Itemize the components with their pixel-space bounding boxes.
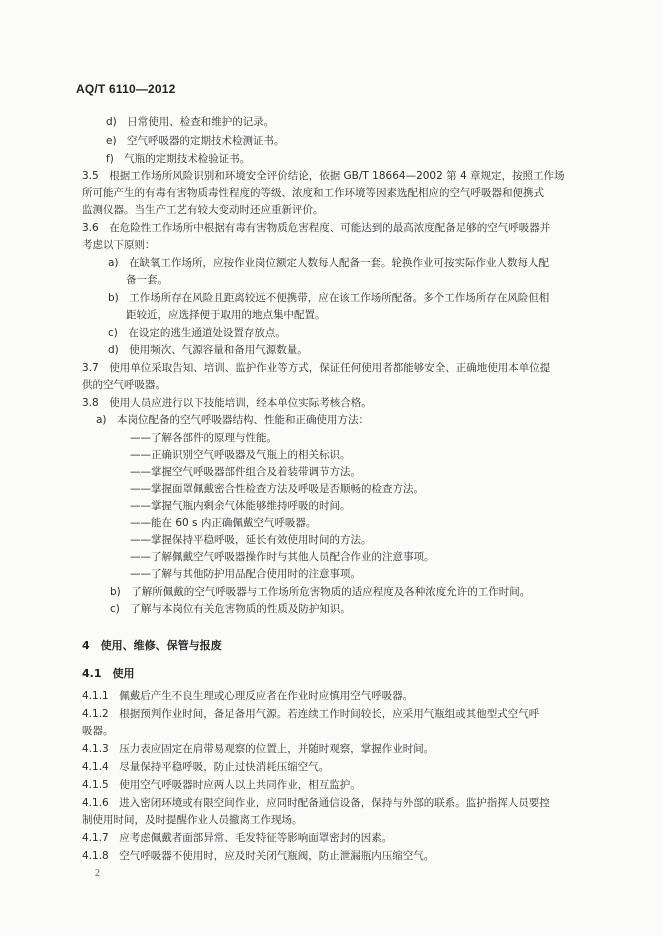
section-4-title: 4 使用、维修、保管与报废 [82,639,222,652]
training-item-5: ——掌握气瓶内剩余气体能够维持呼吸的时间。 [130,500,351,512]
clause-3-8: 3.8 使用人员应进行以下技能培训，经本单位实际考核合格。 [82,397,372,409]
item-e-certificate: e) 空气呼吸器的定期技术检测证书。 [106,135,285,147]
clause-4-1-2-line-1: 4.1.2 根据预判作业时间，备足备用气源。若连续工作时间较长，应采用气瓶组或其他型式空气呼 [82,708,540,720]
page-number: 2 [95,868,100,879]
clause-3-6-line-1: 3.6 在危险性工作场所中根据有毒有害物质危害程度、可能达到的最高浓度配备足够的空气呼吸器并 [82,222,551,234]
clause-3-5-line-2: 所可能产生的有毒有害物质毒性程度的等级、浓度和工作环境等因素选配相应的空气呼吸器和便携式 [82,187,544,199]
clause-3-8-c: c) 了解与本岗位有关危害物质的性质及防护知识。 [110,603,351,615]
clause-3-6-b-line-1: b) 工作场所存在风险且距离较远不便携带，应在该工作场所配备。多个工作场所存在风险但相 [108,292,550,304]
training-item-3: ——掌握空气呼吸器部件组合及着装带调节方法。 [130,466,361,478]
training-item-9: ——了解与其他防护用品配合使用时的注意事项。 [130,568,361,580]
clause-4-1-7: 4.1.7 应考虑佩戴者面部异常、毛发特征等影响面罩密封的因素。 [82,832,393,844]
clause-4-1-6-line-1: 4.1.6 进入密闭环境或有限空间作业，应同时配备通信设备，保持与外部的联系。监护指挥人员要控 [82,797,550,809]
clause-3-5-line-1: 3.5 根据工作场所风险识别和环境安全评价结论，依据 GB/T 18664—2002 第 4 章规定，按照工作场 [82,170,565,182]
training-item-6: ——能在 60 s 内正确佩戴空气呼吸器。 [130,517,317,529]
clause-3-6-a-line-1: a) 在缺氧工作场所，应按作业岗位额定人数每人配备一套。轮换作业可按实际作业人数每人配 [108,257,550,269]
clause-3-6-a-line-2: 备一套。 [126,274,168,286]
training-item-2: ——正确识别空气呼吸器及气瓶上的相关标识。 [130,449,351,461]
clause-3-6-b-line-2: 距较近，应选择便于取用的地点集中配置。 [126,309,326,321]
section-4-1-title: 4.1 使用 [82,667,135,680]
clause-3-8-b: b) 了解所佩戴的空气呼吸器与工作场所危害物质的适应程度及各种浓度允许的工作时间。 [110,586,531,598]
training-item-1: ——了解各部件的原理与性能。 [130,432,277,444]
training-item-8: ——了解佩戴空气呼吸器操作时与其他人员配合作业的注意事项。 [130,551,435,563]
training-item-7: ——掌握保持平稳呼吸，延长有效使用时间的方法。 [130,534,372,546]
clause-3-6-line-2: 考虑以下原则： [82,239,156,251]
standard-number-header: AQ/T 6110—2012 [76,82,176,96]
clause-4-1-6-line-2: 制使用时间，及时提醒作业人员撤离工作现场。 [82,814,303,826]
clause-3-7-line-2: 供的空气呼吸器。 [82,379,166,391]
clause-3-8-a: a) 本岗位配备的空气呼吸器结构、性能和正确使用方法： [96,414,370,426]
training-item-4: ——掌握面罩佩戴密合性检查方法及呼吸是否顺畅的检查方法。 [130,483,424,495]
item-d-records: d) 日常使用、检查和维护的记录。 [106,116,275,128]
clause-3-6-d: d) 使用频次、气源容量和备用气源数量。 [108,344,308,356]
clause-3-7-line-1: 3.7 使用单位采取告知、培训、监护作业等方式，保证任何使用者都能够安全、正确地使用本单位提 [82,362,551,374]
clause-4-1-3: 4.1.3 压力表应固定在肩带易观察的位置上，并随时观察，掌握作业时间。 [82,743,435,755]
clause-4-1-4: 4.1.4 尽量保持平稳呼吸，防止过快消耗压缩空气。 [82,761,330,773]
clause-3-5-line-3: 监测仪器。当生产工艺有较大变动时还应重新评价。 [82,204,324,216]
item-f-certificate: f) 气瓶的定期技术检验证书。 [106,153,251,165]
clause-4-1-5: 4.1.5 使用空气呼吸器时应两人以上共同作业，相互监护。 [82,779,361,791]
clause-4-1-8: 4.1.8 空气呼吸器不使用时，应及时关闭气瓶阀，防止泄漏瓶内压缩空气。 [82,850,435,862]
clause-4-1-2-line-2: 吸器。 [82,725,114,737]
clause-4-1-1: 4.1.1 佩戴后产生不良生理或心理反应者在作业时应慎用空气呼吸器。 [82,690,414,702]
clause-3-6-c: c) 在设定的逃生通道处设置存放点。 [108,327,286,339]
